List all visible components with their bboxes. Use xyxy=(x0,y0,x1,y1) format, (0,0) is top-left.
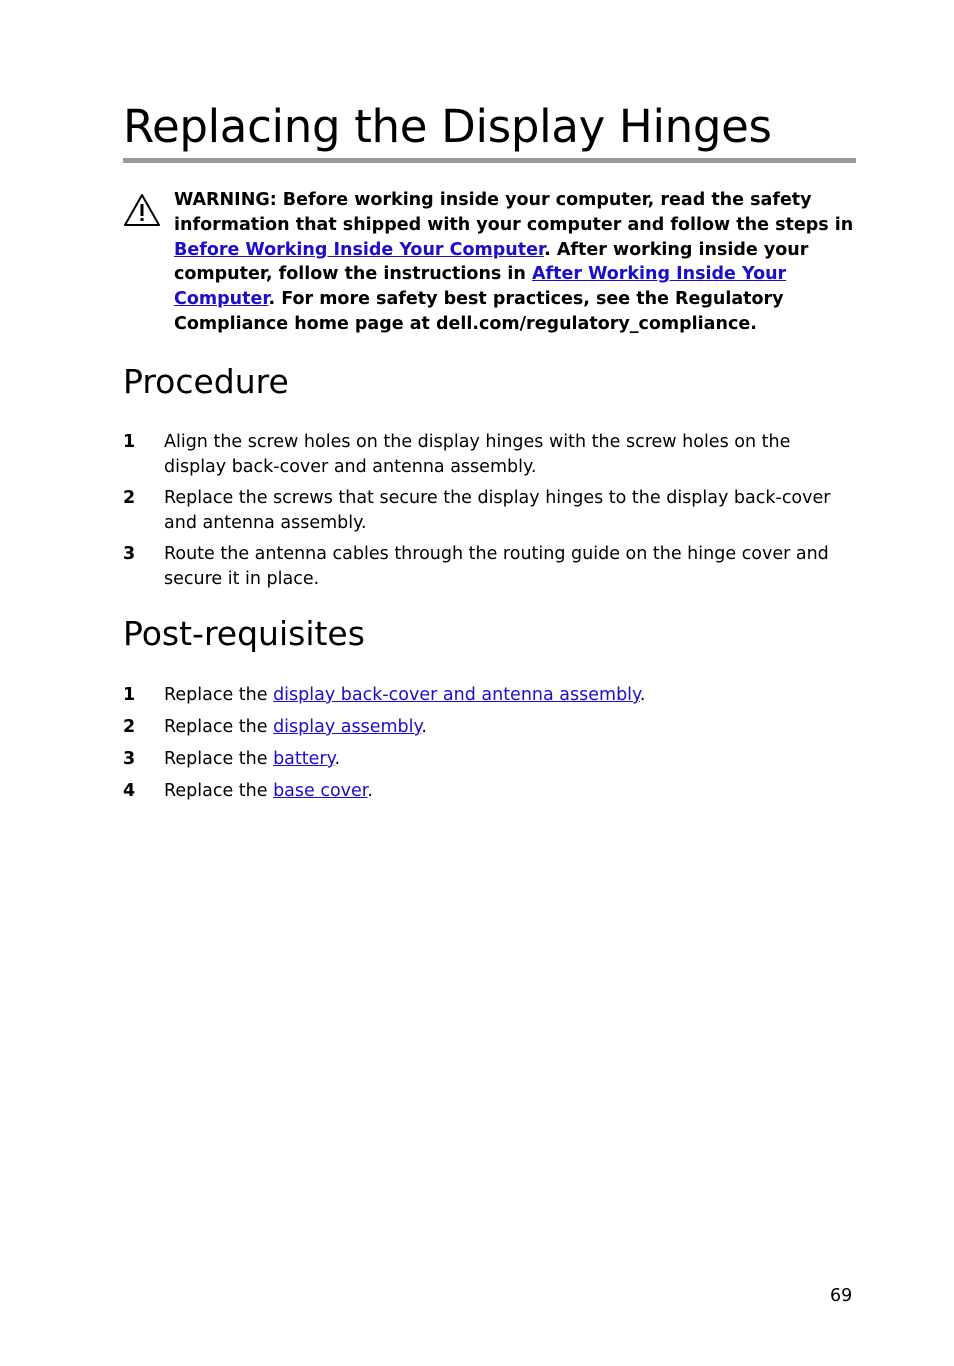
before-working-link[interactable]: Before Working Inside Your Computer xyxy=(174,239,545,260)
step-suffix: . xyxy=(334,749,341,769)
step-prefix: Replace the xyxy=(164,749,274,769)
step-number: 3 xyxy=(123,544,136,564)
step-number: 4 xyxy=(123,781,136,801)
procedure-step xyxy=(123,486,856,536)
step-text: Route the antenna cables through the routing guide on the hinge cover and secure it in place. xyxy=(164,544,829,589)
step-text: Align the screw holes on the display hinges with the screw holes on the display back-cover and antenna assembly. xyxy=(164,432,791,477)
battery-link[interactable]: battery xyxy=(273,749,335,769)
step-prefix: Replace the xyxy=(164,717,274,737)
step-number: 1 xyxy=(123,432,136,452)
procedure-list xyxy=(123,430,856,592)
step-prefix: Replace the xyxy=(164,781,274,801)
display-back-cover-link[interactable]: display back-cover and antenna assembly xyxy=(273,685,640,705)
warning-text-part2: . After working inside your computer, follow the instructions in xyxy=(174,239,809,285)
step-suffix: . xyxy=(421,717,427,737)
procedure-step xyxy=(123,430,856,480)
step-number: 3 xyxy=(123,749,136,769)
warning-text-part1: WARNING: Before working inside your computer, read the safety information that shipped with your computer and follow the steps in xyxy=(174,190,854,235)
procedure-step xyxy=(123,542,856,592)
step-prefix: Replace the xyxy=(164,685,274,705)
warning-text xyxy=(174,188,854,337)
warning-triangle-icon xyxy=(123,193,161,227)
page-title: Replacing the Display Hinges xyxy=(123,100,772,153)
base-cover-link[interactable]: base cover xyxy=(273,781,368,801)
step-number: 2 xyxy=(123,717,136,737)
post-step xyxy=(123,779,856,804)
post-requisites-heading: Post-requisites xyxy=(123,614,365,653)
post-step xyxy=(123,683,856,708)
page-number: 69 xyxy=(830,1286,853,1306)
procedure-heading: Procedure xyxy=(123,362,289,401)
after-working-link[interactable]: After Working Inside Your Computer xyxy=(174,264,787,310)
post-requisites-list xyxy=(123,683,856,804)
step-suffix: . xyxy=(367,781,373,801)
post-step xyxy=(123,747,856,772)
display-assembly-link[interactable]: display assembly xyxy=(273,717,422,737)
title-underline xyxy=(123,158,856,163)
warning-text-part3: . For more safety best practices, see the Regulatory Compliance home page at dell.com/regulatory_compliance. xyxy=(174,289,784,334)
post-step xyxy=(123,715,856,740)
step-number: 2 xyxy=(123,488,136,508)
step-text: Replace the screws that secure the display hinges to the display back-cover and antenna assembly. xyxy=(164,488,831,533)
step-number: 1 xyxy=(123,685,136,705)
step-suffix: . xyxy=(639,685,646,705)
